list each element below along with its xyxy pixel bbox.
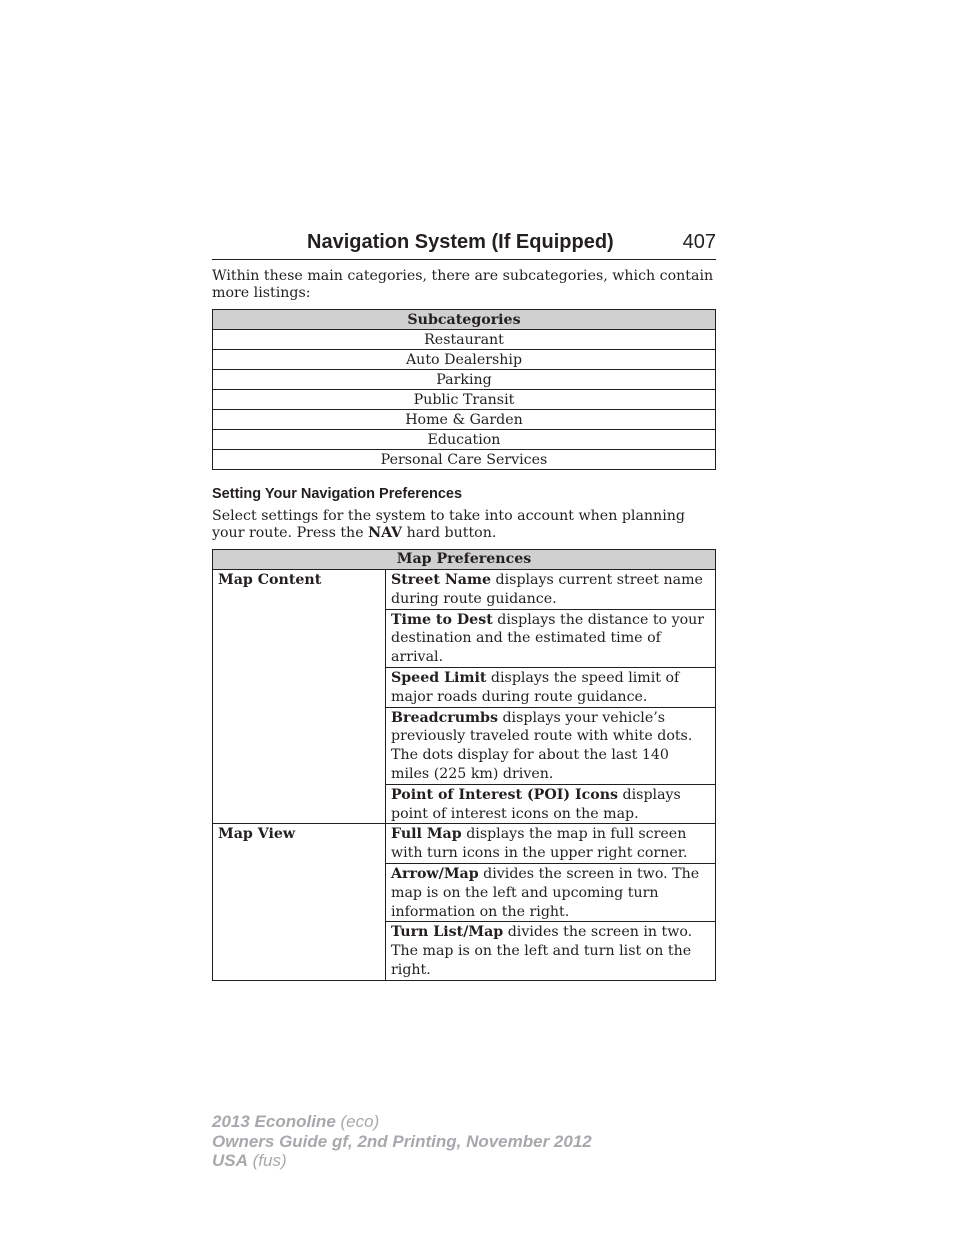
preference-term: Breadcrumbs bbox=[391, 709, 498, 726]
subcategory-item: Auto Dealership bbox=[213, 350, 716, 370]
subcategory-item: Personal Care Services bbox=[213, 450, 716, 470]
preference-desc: divides the screen in two. The map is on the left and turn list on the right. bbox=[391, 924, 693, 978]
preference-row bbox=[386, 707, 716, 784]
preference-row bbox=[386, 667, 716, 707]
preference-term: Street Name bbox=[391, 572, 492, 588]
preference-desc: displays your vehicle’s previously traveled route with white dots. The dots display for about the last 140 miles (225 km) driven. bbox=[391, 709, 693, 782]
preference-term: Arrow/Map bbox=[391, 865, 479, 882]
preference-row bbox=[386, 784, 716, 824]
footer-region: USA bbox=[212, 1151, 248, 1170]
section-body-text: Select settings for the system to take into account when planning your route. Press the bbox=[212, 508, 685, 541]
intro-paragraph: Within these main categories, there are subcategories, which contain more listings: bbox=[212, 268, 714, 301]
group-label-map-content: Map Content bbox=[213, 570, 386, 824]
preference-desc: divides the screen in two. The map is on the left and upcoming turn information on the right. bbox=[391, 865, 700, 920]
preference-desc: displays the distance to your destination and the estimated time of arrival. bbox=[391, 611, 705, 666]
footer-region-code: (fus) bbox=[252, 1151, 287, 1170]
footer-model: 2013 Econoline bbox=[212, 1112, 336, 1131]
preference-row bbox=[386, 570, 716, 610]
group-label-map-view: Map View bbox=[213, 824, 386, 980]
subcategory-item: Home & Garden bbox=[213, 410, 716, 430]
preference-term: Speed Limit bbox=[391, 669, 487, 686]
page-title: Navigation System (If Equipped) bbox=[307, 231, 614, 253]
footer-model-code: (eco) bbox=[340, 1112, 380, 1131]
preference-term: Point of Interest (POI) Icons bbox=[391, 786, 619, 803]
section-body-text-end: hard button. bbox=[402, 525, 497, 541]
preference-desc: displays point of interest icons on the map. bbox=[391, 786, 681, 822]
subcategory-item: Education bbox=[213, 430, 716, 450]
footer-guide-line bbox=[212, 1132, 592, 1152]
preference-row bbox=[386, 922, 716, 980]
subcategory-item: Public Transit bbox=[213, 390, 716, 410]
preference-row bbox=[386, 824, 716, 864]
section-body bbox=[212, 508, 716, 542]
subcategory-item: Restaurant bbox=[213, 330, 716, 350]
footer-region-line bbox=[212, 1151, 592, 1171]
subcategory-item: Parking bbox=[213, 370, 716, 390]
footer-guide: Owners Guide gf, 2nd Printing, November 2012 bbox=[212, 1131, 592, 1151]
preference-term: Time to Dest bbox=[391, 611, 493, 628]
preference-term: Full Map bbox=[391, 826, 462, 843]
subcategories-table bbox=[212, 309, 716, 470]
preference-desc: displays the speed limit of major roads during route guidance. bbox=[391, 669, 680, 705]
page-number: 407 bbox=[682, 231, 716, 253]
map-preferences-table bbox=[212, 549, 716, 981]
footer-model-line bbox=[212, 1112, 592, 1132]
map-preferences-heading: Map Preferences bbox=[213, 550, 716, 570]
section-heading: Setting Your Navigation Preferences bbox=[212, 486, 463, 502]
preference-row bbox=[386, 863, 716, 921]
page-footer bbox=[212, 1112, 592, 1171]
subcategories-heading: Subcategories bbox=[213, 310, 716, 330]
nav-button-name: NAV bbox=[368, 525, 403, 541]
preference-term: Turn List/Map bbox=[391, 924, 504, 941]
preference-row bbox=[386, 609, 716, 667]
preference-desc: displays current street name during route guidance. bbox=[391, 572, 703, 607]
page-header bbox=[212, 229, 716, 260]
preference-desc: displays the map in full screen with turn icons in the upper right corner. bbox=[391, 826, 688, 862]
